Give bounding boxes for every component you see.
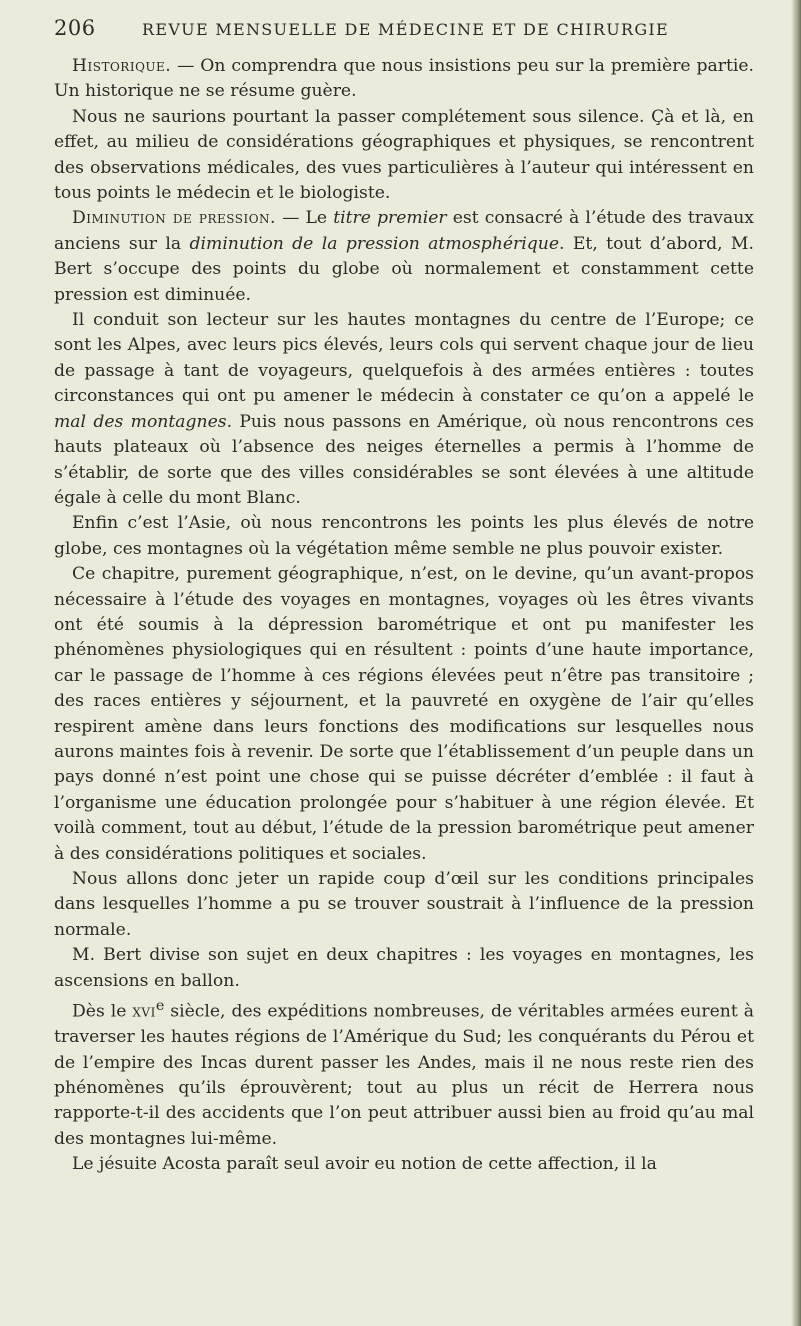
italic-term: diminution de la pression atmosphérique [189, 233, 560, 254]
italic-term: titre premier [333, 208, 447, 229]
paragraph: Nous allons donc jeter un rapide coup d’œil sur les conditions principales dans lesquelles l’homme a pu se trouver soustrait à l’influence de la pression normale. [54, 869, 754, 940]
superscript: e [155, 998, 165, 1015]
paragraph: Le jésuite Acosta paraît seul avoir eu notion de cette affection, il la [72, 1154, 657, 1175]
paragraph: Il conduit son lecteur sur les hautes montagnes du centre de l’Europe; ce sont les Alpes, avec leurs pics élevés, leurs cols qui servent chaque jour de lieu de passage à tant de voyageurs, quelquefois à des armées entières : toutes circonstances qui ont pu amener le médecin à constater ce qu’on a appelé le mal des montagnes. Puis nous passons en Amérique, où nous rencontrons ces hauts plateaux où l’absence des neiges éternelles a permis à l’homme de s’établir, de sorte que des villes considérables se sont élevées à une altitude égale à celle du mont Blanc. [54, 310, 754, 508]
page-edge-shadow [791, 0, 801, 1326]
section-lead-historique: Historique. [72, 56, 172, 76]
italic-term: mal des montagnes [54, 411, 227, 432]
section-lead-diminution: Diminution de pression. [72, 208, 277, 229]
paragraph: Enfin c’est l’Asie, où nous rencontrons les points les plus élevés de notre globe, ces montagnes où la végétation même semble ne plus pouvoir exister. [54, 513, 754, 559]
running-head: REVUE MENSUELLE DE MÉDECINE ET DE CHIRURGIE [142, 20, 670, 39]
paragraph: Ce chapitre, purement géographique, n’est, on le devine, qu’un avant-propos nécessaire à l’étude des voyages en montagnes, voyages où les êtres vivants ont été soumis à la dépression barométrique et ont pu manifester les phénomènes physiologiques qui en résultent : points d’une haute importance, car le passage de l’homme à ces régions élevées peut n’être pas transitoire ; des races entières y séjournent, et la pauvreté en oxygène de l’air qu’elles respirent amène dans leurs fonctions des modifications sur lesquelles nous aurons maintes fois à revenir. De sorte que l’établissement d’un peuple dans un pays donné n’est point une chose qui se puisse décréter d’emblée : il faut à l’organisme une éducation prolongée pour s’habituer à une région élevée. Et voilà comment, tout au début, l’étude de la pression barométrique peut amener à des considérations politiques et sociales. [54, 564, 754, 864]
paragraph: Dès le xvi$^e$ siècle, des expéditions nombreuses, de véritables armées eurent à traverser les hautes régions de l’Amérique du Sud; les conquérants du Pérou et de l’empire des Incas durent passer les Andes, mais il ne nous reste rien des phénomènes qu’ils éprouvèrent; tout au plus un récit de Herrera nous rapporte-t-il des accidents que l’on peut attribuer aussi bien au froid qu’au mal des montagnes lui-même. [54, 998, 754, 1149]
body-text [54, 54, 754, 1178]
paragraph-diminution: Diminution de pression. — Le titre premier est consacré à l’étude des travaux anciens sur la diminution de la pression atmosphérique. Et, tout d’abord, M. Bert s’occupe des points du globe où normalement et constamment cette pression est diminuée. [54, 208, 754, 305]
paragraph: M. Bert divise son sujet en deux chapitres : les voyages en montagnes, les ascensions en ballon. [54, 945, 754, 991]
page-header [54, 16, 754, 46]
paragraph: Nous ne saurions pourtant la passer complétement sous silence. Çà et là, en effet, au milieu de considérations géographiques et physiques, se rencontrent des observations médicales, des vues particulières à l’auteur qui intéressent en tous points le médecin et le biologiste. [54, 106, 754, 204]
page-number: 206 [54, 16, 96, 40]
paragraph-historique: Historique. — On comprendra que nous insistions peu sur la première partie. Un historique ne se résume guère. [54, 56, 754, 102]
century-numeral: xvi [132, 1001, 156, 1022]
